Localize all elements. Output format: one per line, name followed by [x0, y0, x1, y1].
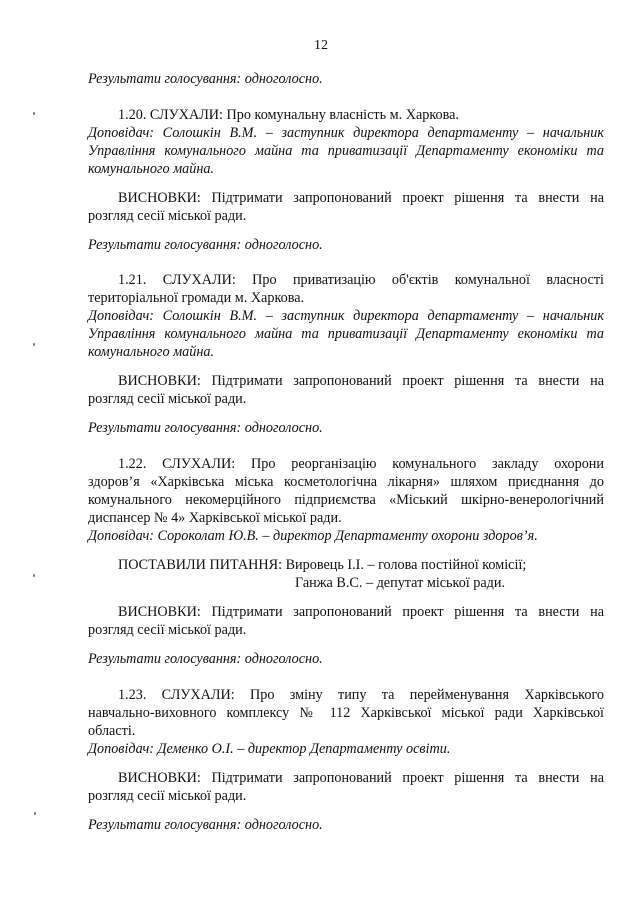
heard-1-21-line2: територіальної громади м. Харкова.	[88, 290, 305, 306]
heard-1-22-line4: диспансер № 4» Харківської міської ради.	[88, 510, 342, 526]
heard-1-22-line3: комунального некомерційного підприємства «Міський шкірно-венерологічний	[88, 492, 604, 508]
scan-speck	[33, 112, 35, 115]
voting-result-1-20: Результати голосування: одноголосно.	[88, 237, 323, 253]
heard-1-23-line1: 1.23. СЛУХАЛИ: Про зміну типу та перейменування Харківського	[118, 687, 604, 703]
heard-1-23-line2: навчально-виховного комплексу № 112 Харківської міської ради Харківської	[88, 705, 604, 721]
scan-speck	[33, 574, 35, 577]
speaker-1-22: Доповідач: Сороколат Ю.В. – директор Департаменту охорони здоров’я.	[88, 528, 538, 544]
questions-1-22-line1: ПОСТАВИЛИ ПИТАННЯ: Вировець І.І. – голова постійної комісії;	[118, 557, 527, 573]
conclusions-1-21-line2: розгляд сесії міської ради.	[88, 391, 247, 407]
heard-1-20-text: 1.20. СЛУХАЛИ: Про комунальну власність м. Харкова.	[118, 107, 459, 123]
speaker-1-21-line3: комунального майна.	[88, 344, 215, 360]
speaker-1-21-line1: Доповідач: Солошкін В.М. – заступник директора департаменту – начальник	[88, 308, 604, 324]
heard-1-23-line3: області.	[88, 723, 136, 739]
speaker-1-20-line1: Доповідач: Солошкін В.М. – заступник директора департаменту – начальник	[88, 125, 604, 141]
questions-1-22-line2: Ганжа В.С. – депутат міської ради.	[295, 575, 506, 591]
heard-1-22-line2: здоров’я «Харківська міська косметологічна лікарня» шляхом приєднання до	[88, 474, 604, 490]
heard-1-21-line1: 1.21. СЛУХАЛИ: Про приватизацію об'єктів комунальної власності	[118, 272, 604, 288]
conclusions-1-22-line2: розгляд сесії міської ради.	[88, 622, 247, 638]
speaker-1-20-line3: комунального майна.	[88, 161, 215, 177]
conclusions-1-23-line2: розгляд сесії міської ради.	[88, 788, 247, 804]
voting-result-1-23: Результати голосування: одноголосно.	[88, 817, 323, 833]
speaker-1-20-line2: Управління комунального майна та приватизації Департаменту економіки та	[88, 143, 604, 159]
speaker-1-23: Доповідач: Деменко О.І. – директор Департаменту освіти.	[88, 741, 451, 757]
conclusions-1-20-line1: ВИСНОВКИ: Підтримати запропонований проект рішення та внести на	[118, 190, 604, 206]
heard-1-22-line1: 1.22. СЛУХАЛИ: Про реорганізацію комунального закладу охорони	[118, 456, 604, 472]
conclusions-1-21-line1: ВИСНОВКИ: Підтримати запропонований проект рішення та внести на	[118, 373, 604, 389]
voting-result-1-22: Результати голосування: одноголосно.	[88, 651, 323, 667]
conclusions-1-23-line1: ВИСНОВКИ: Підтримати запропонований проект рішення та внести на	[118, 770, 604, 786]
voting-result-1-19: Результати голосування: одноголосно.	[88, 71, 323, 87]
scan-speck	[34, 812, 36, 815]
conclusions-1-22-line1: ВИСНОВКИ: Підтримати запропонований проект рішення та внести на	[118, 604, 604, 620]
voting-result-1-21: Результати голосування: одноголосно.	[88, 420, 323, 436]
page-number: 12	[314, 38, 328, 53]
scan-speck	[33, 343, 35, 346]
conclusions-1-20-line2: розгляд сесії міської ради.	[88, 208, 247, 224]
speaker-1-21-line2: Управління комунального майна та приватизації Департаменту економіки та	[88, 326, 604, 342]
